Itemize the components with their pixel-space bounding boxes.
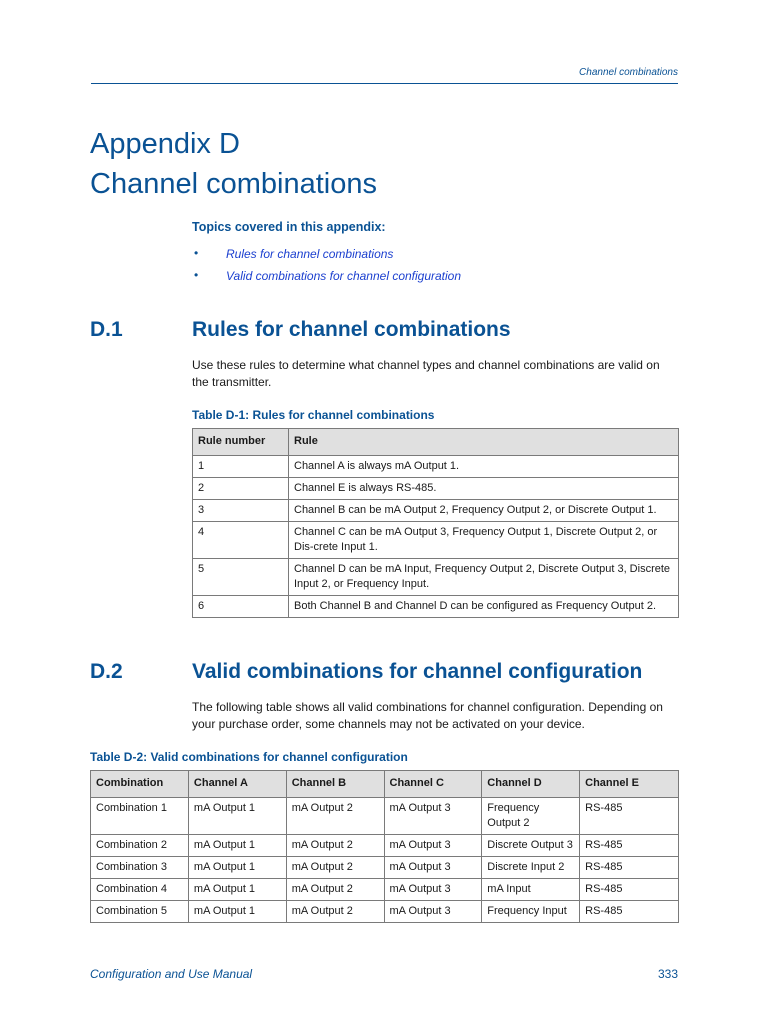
header-rule bbox=[91, 83, 678, 84]
combinations-table bbox=[90, 770, 679, 923]
table-row bbox=[193, 478, 679, 500]
table-header-row bbox=[91, 771, 679, 798]
column-header: Rule bbox=[289, 429, 679, 456]
topics-list bbox=[192, 246, 461, 290]
table-cell: Channel A is always mA Output 1. bbox=[289, 456, 679, 478]
bullet-icon: • bbox=[194, 268, 199, 282]
table-cell: Frequency Input bbox=[482, 901, 580, 923]
table-cell: Channel E is always RS-485. bbox=[289, 478, 679, 500]
table-cell: Combination 3 bbox=[91, 857, 189, 879]
table-cell: mA Output 3 bbox=[384, 901, 482, 923]
table-cell: mA Output 2 bbox=[286, 835, 384, 857]
table-row bbox=[193, 522, 679, 559]
column-header: Channel E bbox=[580, 771, 679, 798]
table-caption: Table D-2: Valid combinations for channel configuration bbox=[90, 750, 408, 764]
table-cell: 3 bbox=[193, 500, 289, 522]
table-cell: Channel C can be mA Output 3, Frequency Output 1, Discrete Output 2, or Dis-crete Input 1. bbox=[289, 522, 679, 559]
table-caption: Table D-1: Rules for channel combinations bbox=[192, 408, 435, 422]
table-cell: Discrete Input 2 bbox=[482, 857, 580, 879]
column-header: Channel A bbox=[188, 771, 286, 798]
rules-table bbox=[192, 428, 679, 618]
table-cell: Both Channel B and Channel D can be configured as Frequency Output 2. bbox=[289, 596, 679, 618]
column-header: Channel C bbox=[384, 771, 482, 798]
footer-manual-title: Configuration and Use Manual bbox=[90, 967, 253, 981]
table-cell: 4 bbox=[193, 522, 289, 559]
table-cell: 2 bbox=[193, 478, 289, 500]
table-cell: mA Output 3 bbox=[384, 857, 482, 879]
section-intro: The following table shows all valid combinations for channel configuration. Depending on your purchase order, some channels may not be activated on your device. bbox=[192, 700, 663, 731]
table-cell: mA Output 2 bbox=[286, 879, 384, 901]
table-cell: 5 bbox=[193, 559, 289, 596]
table-cell: mA Output 1 bbox=[188, 857, 286, 879]
table-cell: 6 bbox=[193, 596, 289, 618]
table-cell: mA Output 2 bbox=[286, 901, 384, 923]
table-row bbox=[193, 559, 679, 596]
table-row bbox=[91, 835, 679, 857]
table-row bbox=[193, 500, 679, 522]
topics-list-item bbox=[192, 268, 461, 290]
table-cell: Combination 4 bbox=[91, 879, 189, 901]
table-cell: mA Output 1 bbox=[188, 798, 286, 835]
column-header: Combination bbox=[91, 771, 189, 798]
table-cell: mA Output 1 bbox=[188, 901, 286, 923]
bullet-icon: • bbox=[194, 246, 199, 260]
column-header: Rule number bbox=[193, 429, 289, 456]
table-cell: 1 bbox=[193, 456, 289, 478]
running-header: Channel combinations bbox=[579, 67, 678, 78]
footer-page-number: 333 bbox=[657, 967, 678, 981]
table-cell: RS-485 bbox=[580, 857, 679, 879]
table-cell: mA Output 2 bbox=[286, 857, 384, 879]
topics-heading: Topics covered in this appendix: bbox=[192, 220, 386, 234]
table-header-row bbox=[193, 429, 679, 456]
column-header: Channel B bbox=[286, 771, 384, 798]
table-cell: RS-485 bbox=[580, 901, 679, 923]
combinations-table-body bbox=[91, 798, 679, 923]
section-number: D.1 bbox=[90, 318, 123, 341]
table-row bbox=[193, 596, 679, 618]
table-cell: Combination 1 bbox=[91, 798, 189, 835]
section-title: Valid combinations for channel configuration bbox=[192, 660, 643, 683]
table-cell: mA Output 2 bbox=[286, 798, 384, 835]
table-cell: mA Output 3 bbox=[384, 835, 482, 857]
table-row bbox=[193, 456, 679, 478]
topic-link-valid-combinations[interactable]: Valid combinations for channel configuration bbox=[226, 269, 462, 283]
title-line-2: Channel combinations bbox=[90, 168, 377, 200]
page-title bbox=[90, 124, 377, 204]
section-number: D.2 bbox=[90, 660, 123, 683]
table-cell: Frequency Output 2 bbox=[482, 798, 580, 835]
column-header: Channel D bbox=[482, 771, 580, 798]
table-cell: mA Output 3 bbox=[384, 879, 482, 901]
table-cell: Channel D can be mA Input, Frequency Output 2, Discrete Output 3, Discrete Input 2, or Frequency Input. bbox=[289, 559, 679, 596]
table-cell: mA Output 3 bbox=[384, 798, 482, 835]
section-title: Rules for channel combinations bbox=[192, 318, 511, 341]
table-row bbox=[91, 901, 679, 923]
topics-list-item bbox=[192, 246, 461, 268]
rules-table-body bbox=[193, 456, 679, 618]
topic-link-rules[interactable]: Rules for channel combinations bbox=[226, 247, 394, 261]
table-cell: Channel B can be mA Output 2, Frequency Output 2, or Discrete Output 1. bbox=[289, 500, 679, 522]
table-cell: RS-485 bbox=[580, 798, 679, 835]
title-line-1: Appendix D bbox=[90, 128, 240, 160]
table-cell: Combination 5 bbox=[91, 901, 189, 923]
table-cell: RS-485 bbox=[580, 835, 679, 857]
table-cell: Discrete Output 3 bbox=[482, 835, 580, 857]
table-cell: mA Input bbox=[482, 879, 580, 901]
table-cell: mA Output 1 bbox=[188, 835, 286, 857]
table-cell: Combination 2 bbox=[91, 835, 189, 857]
table-cell: RS-485 bbox=[580, 879, 679, 901]
table-row bbox=[91, 879, 679, 901]
table-cell: mA Output 1 bbox=[188, 879, 286, 901]
table-row bbox=[91, 857, 679, 879]
table-row bbox=[91, 798, 679, 835]
section-intro: Use these rules to determine what channel types and channel combinations are valid on the transmitter. bbox=[192, 358, 660, 389]
